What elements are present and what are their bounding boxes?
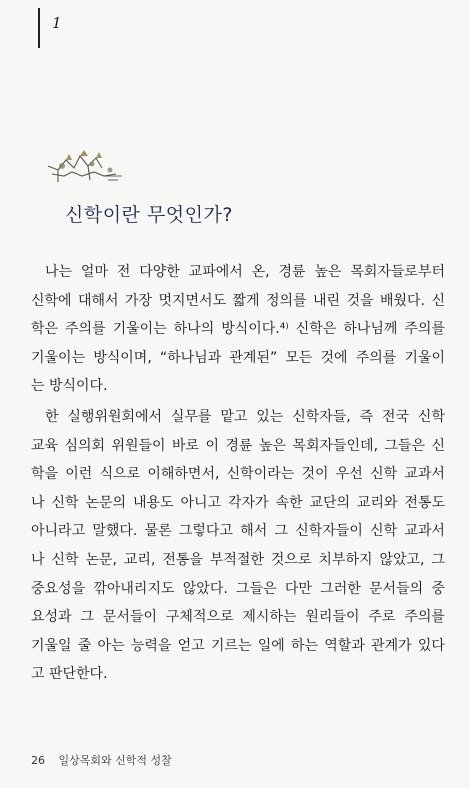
word: 나는 bbox=[45, 264, 73, 280]
word: 교파에서 bbox=[188, 264, 243, 280]
word: 내용도 bbox=[132, 494, 174, 511]
word: 즉 bbox=[359, 408, 374, 425]
word: 것을 bbox=[346, 292, 374, 309]
word: 높은 bbox=[314, 264, 342, 280]
text-line bbox=[31, 489, 445, 518]
word: 주의를 bbox=[355, 349, 397, 366]
word: 물론 bbox=[144, 523, 172, 540]
word: 짧게 bbox=[232, 292, 260, 309]
word: 심의회 bbox=[64, 437, 106, 454]
word: 주의를 bbox=[65, 321, 106, 338]
word: 교과서 bbox=[404, 523, 445, 540]
word: 논문, bbox=[85, 551, 117, 568]
word: 신학 bbox=[51, 494, 79, 511]
word: 기울이 bbox=[404, 349, 445, 366]
word: 기울일 bbox=[31, 637, 72, 654]
word: 학을 bbox=[31, 466, 59, 483]
text-line bbox=[31, 603, 445, 632]
word: 하나의 bbox=[173, 321, 215, 338]
word: 그 bbox=[274, 523, 288, 540]
word: 가장 bbox=[125, 292, 153, 309]
word: 경륜 bbox=[278, 264, 306, 280]
word: 교육 bbox=[31, 437, 59, 454]
page-footer bbox=[31, 752, 172, 768]
word: 요성과 bbox=[31, 609, 72, 626]
word: 높은 bbox=[258, 437, 286, 454]
word: 문서들이 bbox=[102, 609, 157, 626]
word: 그 bbox=[80, 609, 94, 626]
text-line bbox=[31, 460, 445, 489]
word: 한 bbox=[45, 408, 59, 425]
word: 관계된” bbox=[229, 349, 278, 366]
word: 기울이는 bbox=[31, 349, 86, 366]
word: 교리와 bbox=[356, 494, 398, 511]
word: 신학자들, bbox=[292, 408, 351, 425]
word: 정의를 bbox=[266, 292, 307, 309]
paragraph bbox=[31, 403, 445, 689]
text-line bbox=[31, 258, 445, 287]
word: 중요성을 bbox=[31, 580, 86, 597]
word: 신학 bbox=[370, 466, 398, 483]
word: 대해서 bbox=[78, 292, 119, 309]
word: 주의를 bbox=[404, 321, 445, 338]
word: 신학자들이 bbox=[295, 523, 363, 540]
word: 말했다. bbox=[92, 523, 138, 540]
word: 기르는 bbox=[210, 637, 252, 654]
word: 식으로 bbox=[99, 466, 141, 483]
word: 능력을 bbox=[130, 637, 172, 654]
word: “하나님과 bbox=[159, 349, 222, 366]
word: 그들은 bbox=[236, 580, 277, 597]
chapter-title: 신학이란 무엇인가? bbox=[65, 204, 233, 226]
text-line bbox=[31, 632, 445, 661]
text-line bbox=[31, 403, 445, 432]
chapter-rule bbox=[38, 8, 40, 48]
word: 신학에 bbox=[31, 292, 72, 309]
word: 신학 bbox=[51, 551, 79, 568]
word: 배웠다. bbox=[379, 292, 426, 309]
chapter-ornament-illustration bbox=[44, 146, 128, 188]
word: 구체적으로 bbox=[165, 609, 234, 626]
word: 신학 bbox=[370, 523, 398, 540]
word: 목회자들로부터 bbox=[350, 264, 445, 280]
word: 해서 bbox=[240, 523, 268, 540]
word: 이런 bbox=[65, 466, 93, 483]
word: 있는 bbox=[256, 408, 284, 425]
word: 것으로 bbox=[270, 551, 312, 568]
word: 신 bbox=[431, 437, 445, 454]
word: 주의를 bbox=[404, 609, 445, 626]
word: 신 bbox=[431, 292, 445, 309]
word: 교리, bbox=[123, 551, 156, 568]
word: 아니라고 bbox=[31, 523, 86, 540]
word: 기울이는 bbox=[112, 321, 167, 338]
word: 않았고, bbox=[379, 551, 425, 568]
text-line bbox=[31, 517, 445, 546]
word: 깎아내리지도 bbox=[93, 580, 175, 597]
word: 전국 bbox=[382, 408, 410, 425]
word: 일에 bbox=[257, 637, 285, 654]
word: 하는 bbox=[290, 637, 319, 654]
word: 치부하지 bbox=[318, 551, 373, 568]
text-line bbox=[31, 575, 445, 604]
word: 아니고 bbox=[180, 494, 222, 511]
word: 다양한 bbox=[139, 264, 180, 280]
word: 학은 bbox=[31, 321, 59, 338]
word: 신학은 bbox=[295, 321, 337, 338]
word: 이해하면서, bbox=[147, 466, 220, 483]
word: 내린 bbox=[313, 292, 341, 309]
word: 줄 bbox=[77, 637, 92, 654]
body-text bbox=[31, 258, 445, 689]
word: 그렇다고 bbox=[178, 523, 233, 540]
word: 그러한 bbox=[320, 580, 361, 597]
word: 않았다. bbox=[182, 580, 228, 597]
chapter-number: 1 bbox=[52, 14, 62, 32]
word: 우선 bbox=[335, 466, 363, 483]
text-line: 는 방식이다. bbox=[31, 378, 108, 395]
text-line bbox=[31, 315, 445, 344]
word: 나 bbox=[31, 494, 45, 511]
word: 관계가 bbox=[371, 637, 412, 654]
word: 교과서 bbox=[404, 466, 445, 483]
text-line: 고 판단한다. bbox=[31, 666, 108, 683]
word: 아는 bbox=[97, 637, 125, 654]
word: 주로 bbox=[368, 609, 396, 626]
word: 논문의 bbox=[85, 494, 127, 511]
word: 실무를 bbox=[170, 408, 212, 425]
word: 그 bbox=[431, 551, 445, 568]
word: 전통을 bbox=[162, 551, 203, 568]
book-title: 일상목회와 신학적 성찰 bbox=[58, 754, 172, 767]
word: 문서들의 bbox=[369, 580, 424, 597]
word: 그들은 bbox=[384, 437, 426, 454]
word: 방식이다.⁴⁾ bbox=[221, 321, 289, 338]
page-number: 26 bbox=[31, 754, 45, 767]
word: 바로 bbox=[172, 437, 200, 454]
word: 신학이라는 bbox=[226, 466, 295, 483]
word: 하나님께 bbox=[343, 321, 398, 338]
word: 온, bbox=[251, 264, 270, 280]
word: 이 bbox=[205, 437, 220, 454]
word: 경륜 bbox=[225, 437, 253, 454]
word: 얼마 bbox=[80, 264, 108, 280]
word: 멋지면서도 bbox=[158, 292, 227, 309]
word: 제시하는 bbox=[242, 609, 297, 626]
word: 방식이며, bbox=[93, 349, 152, 366]
word: 있다 bbox=[417, 637, 445, 654]
word: 모든 bbox=[285, 349, 313, 366]
word: 전 bbox=[116, 264, 131, 280]
paragraph bbox=[31, 258, 445, 401]
word: 얻고 bbox=[177, 637, 205, 654]
word: 신학 bbox=[417, 408, 445, 425]
word: 맡고 bbox=[220, 408, 248, 425]
word: 것에 bbox=[320, 349, 348, 366]
text-line bbox=[31, 287, 445, 316]
word: 각자가 bbox=[227, 494, 269, 511]
word: 나 bbox=[31, 551, 45, 568]
word: 역할과 bbox=[324, 637, 365, 654]
word: 실행위원회에서 bbox=[67, 408, 163, 425]
text-line bbox=[31, 344, 445, 373]
text-line bbox=[31, 432, 445, 461]
word: 목회자들인데, bbox=[292, 437, 379, 454]
word: 다만 bbox=[284, 580, 312, 597]
word: 중 bbox=[431, 580, 445, 597]
word: 교단의 bbox=[309, 494, 350, 511]
word: 것이 bbox=[301, 466, 329, 483]
word: 원리들이 bbox=[305, 609, 360, 626]
word: 부적절한 bbox=[209, 551, 264, 568]
word: 속한 bbox=[275, 494, 303, 511]
word: 전통도 bbox=[404, 494, 445, 511]
text-line bbox=[31, 546, 445, 575]
word: 위원들이 bbox=[111, 437, 166, 454]
